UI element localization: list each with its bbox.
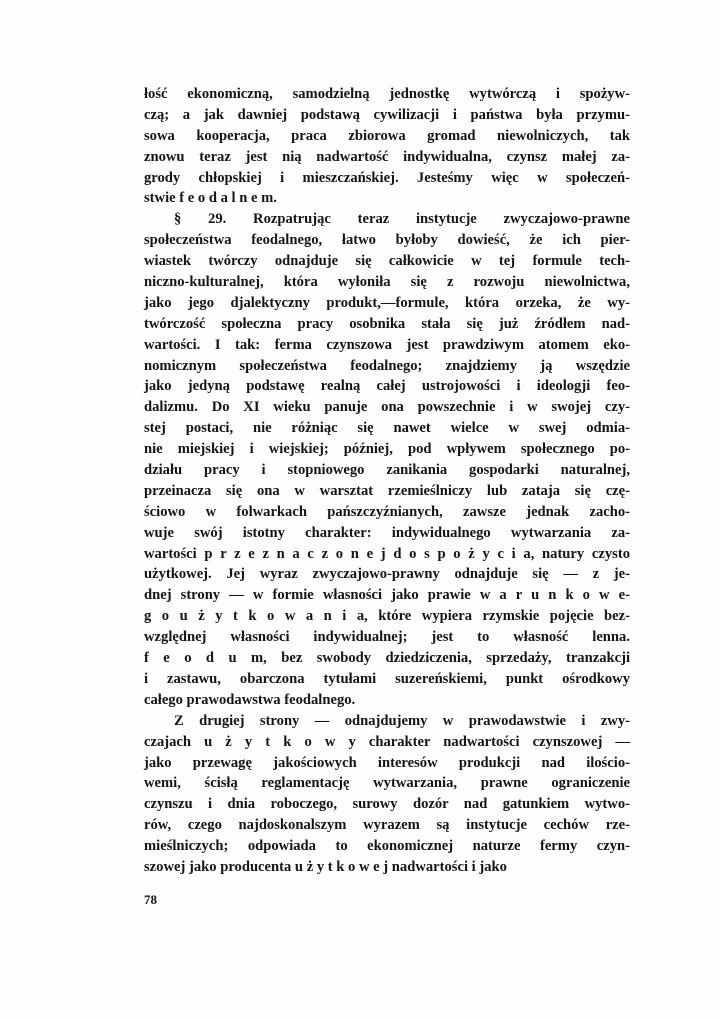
text-line: dnej strony — w formie własności jako prawie w a r u n k o w e- [144,587,630,604]
text-line: względnej własności indywidualnej; jest to własność lenna. [144,629,630,646]
text-line: społeczeństwa feodalnego, łatwo byłoby dowieść, że ich pier- [144,232,630,249]
text-line: nie miejskiej i wiejskiej; później, pod wpływem społecznego po- [144,441,630,458]
text-line: jako przewagę jakościowych interesów produkcji nad ilościo- [144,754,630,771]
body-text [144,84,630,878]
text-line: mieślniczych; odpowiada to ekonomicznej naturze fermy czyn- [144,838,630,855]
text-line: dalizmu. Do XI wieku panuje ona powszechnie i w swojej czy- [144,399,630,416]
text-line: całego prawodawstwa feodalnego. [144,691,356,708]
text-line: czynszu i dnia roboczego, surowy dozór nad gatunkiem wytwo- [144,796,630,813]
text-line: § 29. Rozpatrując teraz instytucje zwyczajowo-prawne [174,211,630,228]
text-line: wartości. I tak: ferma czynszowa jest prawdziwym atomem eko- [144,336,630,353]
text-line: łość ekonomiczną, samodzielną jednostkę wytwórczą i spożyw- [144,86,630,102]
paragraph [144,711,630,878]
text-line: f e o d u m, bez swobody dziedziczenia, sprzedaży, tranzakcji [144,650,630,667]
text-line: nomicznym społeczeństwa feodalnego; znajdziemy ją wszędzie [144,357,630,374]
text-line: stej postaci, nie różniąc się nawet wielce w swej odmia- [144,420,630,437]
page-number: 78 [144,892,157,907]
text-line: jako jego djalektyczny produkt,—formule, która orzeka, że wy- [144,294,630,311]
text-line: grody chłopskiej i mieszczańskiej. Jesteśmy więc w społeczeń- [144,169,630,186]
text-line: szowej jako producenta u ż y t k o w e j nadwartości i jako [144,858,507,875]
text-line: czą; a jak dawniej podstawą cywilizacji i państwa była przymu- [144,106,630,123]
text-line: przeinacza się ona w warsztat rzemieślniczy lub zataja się czę- [144,482,630,499]
text-line: działu pracy i stopniowego zanikania gospodarki naturalnej, [144,462,630,479]
text-line: stwie f e o d a l n e m. [144,190,277,207]
text-line: znowu teraz jest nią nadwartość indywidualna, czynsz małej za- [144,148,630,165]
text-line: wemi, ścisłą reglamentację wytwarzania, prawne ograniczenie [144,775,630,792]
paragraph [144,209,630,710]
text-line: twórczość społeczna pracy osobnika stała się już źródłem nad- [144,315,630,332]
text-line: sowa kooperacja, praca zbiorowa gromad niewolniczych, tak [144,127,630,144]
text-line: jako jedyną podstawę realną całej ustrojowości i ideologji feo- [144,378,630,395]
text-line: wiastek twórczy odnajduje się całkowicie w tej formule tech- [144,253,630,270]
text-line: niczno-kulturalnej, która wyłoniła się z rozwoju niewolnictwa, [144,274,630,291]
text-line: wartości p r z e z n a c z o n e j d o s p o ż y c i a, natury czysto [144,545,630,562]
text-line: g o u ż y t k o w a n i a, które wypiera rzymskie pojęcie bez- [144,608,630,625]
text-line: i zastawu, obarczona tytułami suzereńskiemi, punkt ośrodkowy [144,670,630,687]
text-line: rów, czego najdoskonalszym wyrazem są instytucje cechów rze- [144,817,630,834]
paragraph [144,84,630,209]
text-line: ściowo w folwarkach pańszczyźnianych, zawsze jednak zacho- [144,503,630,520]
text-line: wuje swój istotny charakter: indywidualnego wytwarzania za- [144,524,630,541]
text-line: Z drugiej strony — odnajdujemy w prawodawstwie i zwy- [174,712,630,729]
text-line: użytkowej. Jej wyraz zwyczajowo-prawny odnajduje się — z je- [144,566,630,583]
text-line: czajach u ż y t k o w y charakter nadwartości czynszowej — [144,733,630,750]
